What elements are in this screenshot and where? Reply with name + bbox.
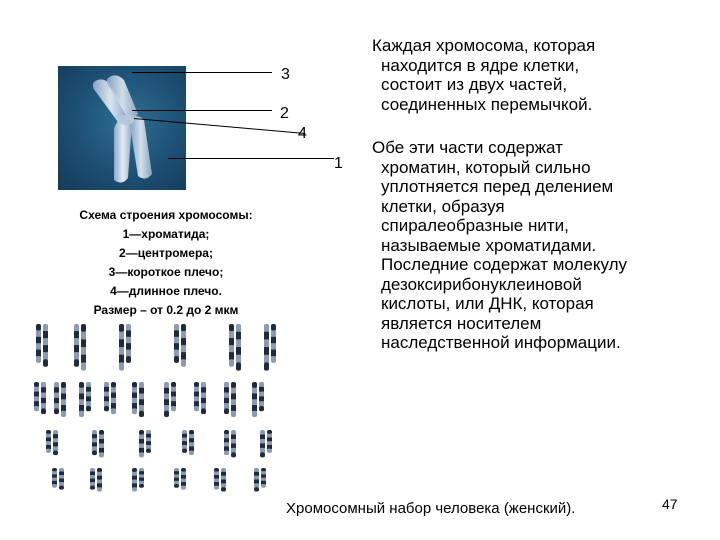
karyotype-chromosome [46,430,51,453]
karyotype-chromosome [231,430,236,457]
karyotype-chromosome [36,324,41,363]
karyotype-chromosome [74,324,79,367]
page-number: 47 [662,496,678,512]
leader-line-short-arm [132,72,272,73]
karyotype-chromosome [189,430,194,455]
karyotype-chromosome [174,468,179,488]
karyotype-chromosome [224,382,229,414]
karyotype-chromosome [201,382,206,414]
karyotype-chromosome [81,324,86,371]
paragraph-line: состоит из двух частей, [381,75,568,94]
karyotype-chromosome [231,382,236,417]
label-centromere: 2 [280,105,289,122]
karyotype-chromosome [164,382,169,417]
karyotype-chromosome [126,324,131,363]
karyotype-chromosome [252,382,257,417]
karyotype-chromosome [43,324,48,367]
label-chromatid: 1 [334,155,343,172]
karyotype-chromosome [132,468,137,492]
caption-line: Схема строения хромосомы: [79,208,253,222]
karyotype-chromosome [261,468,266,488]
caption-line: Размер – от 0.2 до 2 мкм [93,303,239,317]
paragraph-1 [372,36,662,114]
karyotype-chromosome [194,382,199,411]
paragraph-line: кислоты, или ДНК, которая [381,294,594,313]
karyotype-chromosome [34,382,39,411]
karyotype-chromosome [90,468,95,490]
karyotype-chromosome [259,382,264,411]
karyotype-chromosome [171,382,176,411]
karyotype-chromosome [139,468,144,488]
karyotype-chromosome [236,324,241,371]
karyotype-chromosome [59,468,64,490]
paragraph-2 [372,138,692,353]
paragraph-line: соединенных перемычкой. [381,94,593,114]
karyotype-chromosome [229,324,234,367]
karyotype-chromosome [41,382,46,414]
karyotype-chromosome [52,468,57,488]
caption-line: 2—центромера; [119,246,213,260]
karyotype-chromosome [182,430,187,453]
karyotype-chromosome [260,430,265,457]
karyotype-chromosome [53,430,58,455]
paragraph-line: спиралеобразные нити, [381,216,569,235]
karyotype-chromosome [79,382,84,417]
paragraph-line: является носителем [381,313,542,333]
caption-line: 4—длинное плечо. [110,284,222,298]
karyotype-chromosome [267,430,272,453]
karyotype-chromosome [97,468,102,492]
paragraph-line: Последние содержат молекулу [381,255,628,274]
caption-line: 3—короткое плечо; [108,265,224,279]
chromosome-illustration [58,66,186,190]
karyotype-image [30,318,280,514]
caption-line: 1—хроматида; [122,227,210,241]
paragraph-line: находится в ядре клетки, [381,55,580,75]
leader-line-chromatid [168,158,334,159]
karyotype-chromosome [54,382,59,414]
karyotype-chromosome [181,468,186,490]
karyotype-chromosome [271,324,276,363]
karyotype-illustration [30,318,280,514]
karyotype-chromosome [224,430,229,455]
label-short-arm: 3 [281,66,290,83]
chromosome-photo [58,66,186,190]
paragraph-line: называемые хроматидами. [381,235,597,255]
paragraph-line: клетки, образуя [381,196,505,216]
karyotype-chromosome [99,430,104,457]
karyotype-chromosome [221,468,226,492]
leader-line-centromere [132,110,272,111]
karyotype-chromosome [104,382,109,411]
karyotype-chromosome [146,430,151,453]
karyotype-chromosome [92,430,97,455]
paragraph-line: дезоксирибонуклеиновой [381,274,582,294]
karyotype-chromosome [254,468,259,492]
paragraph-line: хроматин, который сильно [381,157,591,177]
karyotype-chromosome [132,382,137,414]
diagram-caption [52,206,280,320]
karyotype-chromosome [61,382,66,417]
paragraph-line: наследственной информации. [381,333,621,352]
karyotype-chromosome [119,324,124,371]
karyotype-chromosome [139,382,144,417]
karyotype-chromosome [111,382,116,414]
karyotype-chromosome [86,382,91,411]
karyotype-chromosome [174,324,179,363]
label-long-arm: 4 [298,125,307,142]
karyotype-chromosome [214,468,219,490]
karyotype-chromosome [264,324,269,371]
paragraph-line: Обе эти части содержат [372,138,563,157]
paragraph-line: уплотняется перед делением [381,177,614,196]
karyotype-caption: Хромосомный набор человека (женский). [286,500,576,517]
paragraph-line: Каждая хромосома, которая [372,36,596,55]
karyotype-chromosome [139,430,144,457]
karyotype-chromosome [181,324,186,367]
